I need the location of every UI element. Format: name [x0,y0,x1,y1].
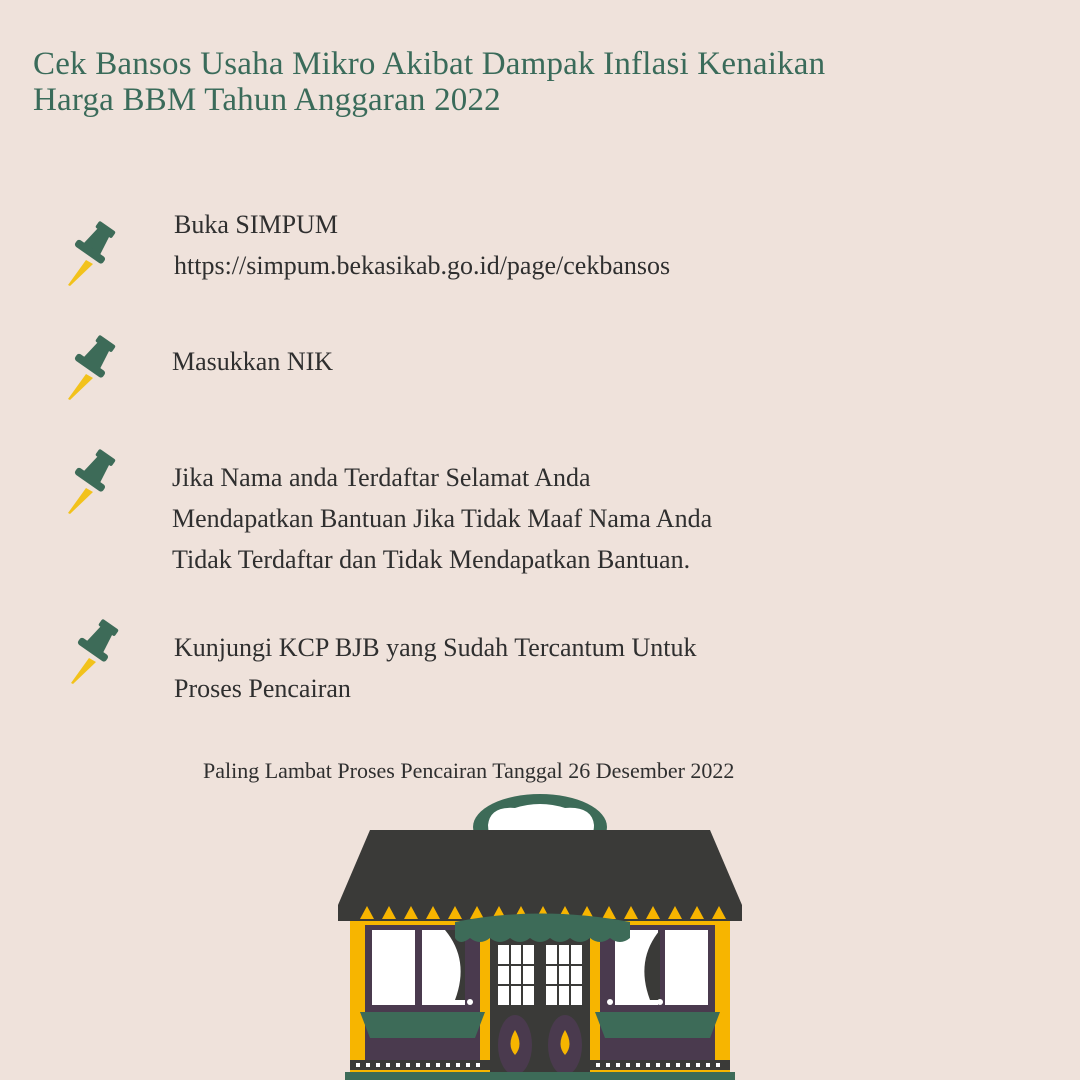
pushpin-icon [62,444,122,516]
step-2-line-1: Masukkan NIK [172,347,334,376]
step-4-line-2: Proses Pencairan [174,674,351,703]
pushpin-icon [62,330,122,402]
step-3-line-3: Tidak Terdaftar dan Tidak Mendapatkan Bantuan. [172,545,691,574]
title-line-2: Harga BBM Tahun Anggaran 2022 [33,82,501,118]
step-3-text [172,457,712,580]
title-line-1: Cek Bansos Usaha Mikro Akibat Dampak Inflasi Kenaikan [33,46,826,82]
step-3-line-1: Jika Nama anda Terdaftar Selamat Anda [172,463,591,492]
shop-building-illustration [330,790,750,1080]
deadline-note: Paling Lambat Proses Pencairan Tanggal 26 Desember 2022 [203,758,735,783]
step-1-line-2[interactable]: https://simpum.bekasikab.go.id/page/cekbansos [174,251,671,280]
page-title [33,46,1053,118]
step-1-text [174,204,670,286]
step-1-line-1: Buka SIMPUM [174,210,338,239]
step-2-text [172,341,333,382]
pushpin-icon [62,216,122,288]
step-4-line-1: Kunjungi KCP BJB yang Sudah Tercantum Untuk [174,633,697,662]
step-4-text [174,627,697,709]
step-3-line-2: Mendapatkan Bantuan Jika Tidak Maaf Nama Anda [172,504,713,533]
pushpin-icon [65,614,125,686]
